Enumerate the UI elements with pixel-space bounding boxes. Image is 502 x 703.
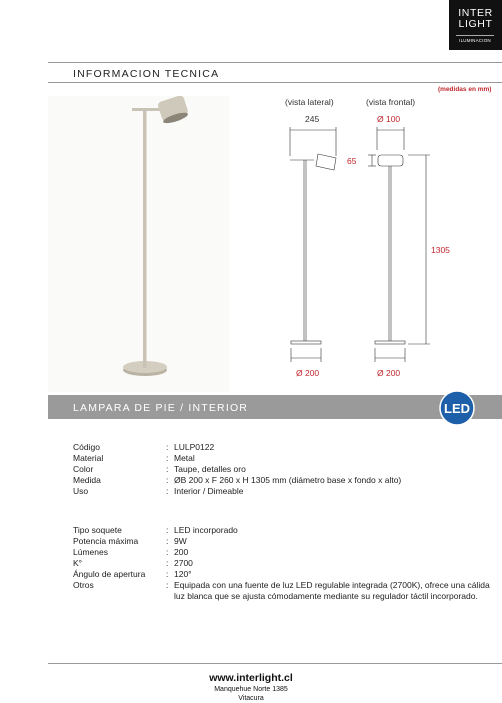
product-image: [48, 96, 229, 392]
base-front-dimension: Ø 200: [377, 368, 401, 378]
section-title: INFORMACION TECNICA: [73, 68, 220, 80]
footer-rule: [48, 663, 502, 664]
spec-value: Metal: [174, 453, 195, 463]
footer-city: Vitacura: [238, 695, 264, 702]
technical-drawing: [280, 120, 440, 370]
brand-logo: [449, 0, 502, 50]
spec-value: Interior / Dimeable: [174, 486, 244, 496]
head-height-dimension: 65: [347, 156, 357, 166]
brand-line-1: INTER: [458, 7, 493, 19]
spec-key: Color: [73, 464, 94, 474]
spec-value: 2700: [174, 558, 193, 568]
head-diameter-dimension: Ø 100: [377, 114, 401, 124]
spec-key: K°: [73, 558, 83, 568]
header-top-rule: [48, 62, 502, 63]
spec-value: 9W: [174, 536, 187, 546]
spec-key: Medida: [73, 475, 101, 485]
front-view-label: (vista frontal): [366, 97, 416, 107]
spec-value: LULP0122: [174, 442, 215, 452]
spec-key: Material: [73, 453, 104, 463]
header-bottom-rule: [48, 82, 502, 83]
spec-key: Uso: [73, 486, 89, 496]
base-side-dimension: Ø 200: [296, 368, 320, 378]
led-badge-icon: [437, 390, 477, 426]
width-dimension: 245: [305, 114, 320, 124]
spec-value: Taupe, detalles oro: [174, 464, 246, 474]
side-view-label: (vista lateral): [285, 97, 334, 107]
spec-key: Ángulo de apertura: [73, 569, 146, 579]
spec-value: ØB 200 x F 260 x H 1305 mm (diámetro base x fondo x alto): [174, 475, 402, 485]
total-height-dimension: 1305: [431, 245, 450, 255]
spec-key: Otros: [73, 580, 94, 590]
brand-line-2: LIGHT: [458, 18, 493, 30]
led-badge-text: LED: [444, 401, 470, 416]
spec-key: Lúmenes: [73, 547, 108, 557]
units-note: (medidas en mm): [438, 86, 492, 93]
spec-key: Código: [73, 442, 100, 452]
floor-lamp-illustration: [48, 96, 229, 392]
footer-address: Manquehue Norte 1385: [214, 686, 288, 693]
category-title: LAMPARA DE PIE / INTERIOR: [73, 402, 249, 414]
spec-value: 200: [174, 547, 189, 557]
spec-value: LED incorporado: [174, 525, 238, 535]
website-link[interactable]: www.interlight.cl: [209, 672, 293, 684]
spec-value: 120°: [174, 569, 192, 579]
brand-line-3: ILUMINACION: [456, 35, 494, 43]
spec-key: Tipo soquete: [73, 525, 122, 535]
spec-key: Potencia máxima: [73, 536, 139, 546]
spec-value: Equipada con una fuente de luz LED regulable integrada (2700K), ofrece una cálida luz blanca que se ajusta cómodamente mediante su regulador táctil incorporado.: [174, 580, 490, 601]
